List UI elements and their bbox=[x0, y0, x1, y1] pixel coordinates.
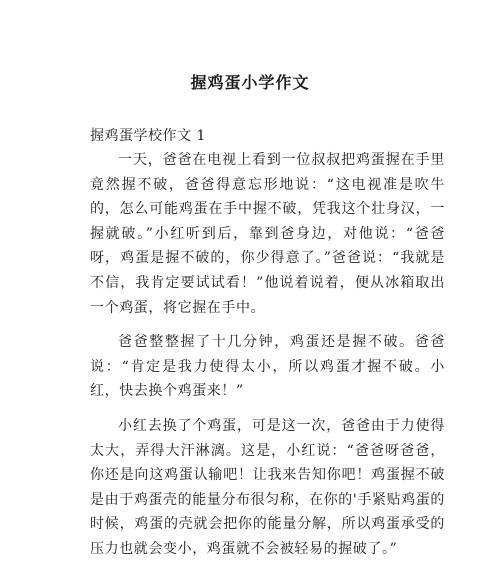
page-title: 握鸡蛋小学作文 bbox=[190, 73, 310, 92]
essay-body bbox=[90, 148, 445, 562]
paragraph: 小红去换了个鸡蛋，可是这一次，爸爸由于力使得太大，弄得大汗淋漓。这是，小红说：“爸爸呀爸爸，你还是向这鸡蛋认输吧！让我来告知你吧！鸡蛋握不破是由于鸡蛋壳的能量分布很匀称，在你的'手紧贴鸡蛋的时候，鸡蛋的壳就会把你的能量分解，所以鸡蛋承受的压力也就会变小，鸡蛋就不会被轻易的握破了。” bbox=[90, 417, 445, 557]
essay-subtitle: 握鸡蛋学校作文 1 bbox=[90, 128, 206, 144]
paragraph: 爸爸整整握了十几分钟，鸡蛋还是握不破。爸爸说：“肯定是我力使得太小，所以鸡蛋才握不破。小红，快去换个鸡蛋来！” bbox=[90, 334, 445, 400]
paragraph: 一天，爸爸在电视上看到一位叔叔把鸡蛋握在手里竟然握不破，爸爸得意忘形地说：“这电视准是吹牛的，怎么可能鸡蛋在手中握不破，凭我这个壮身汉，一握就破。”小红听到后，靠到爸身边，对他说：“爸爸呀，鸡蛋是握不破的，你少得意了。”爸爸说：“我就是不信，我肯定要试试看！”他说着说着，便从冰箱取出一个鸡蛋，将它握在手中。 bbox=[90, 152, 445, 316]
